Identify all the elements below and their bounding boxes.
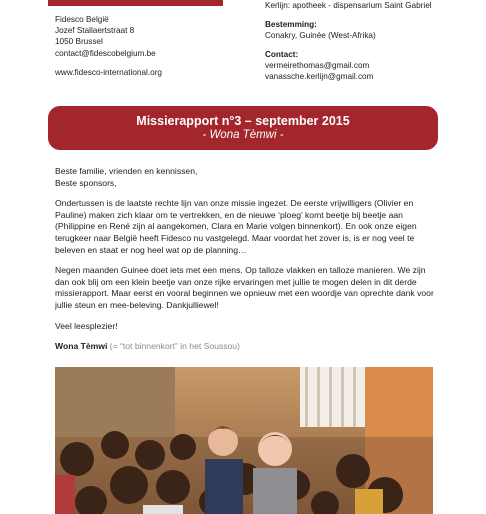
closing-line: Veel leesplezier! bbox=[55, 320, 118, 331]
header-accent-bar bbox=[48, 0, 223, 6]
signature-line bbox=[55, 341, 435, 353]
signature-note: (= “tot binnenkort” in het Soussou) bbox=[109, 341, 240, 352]
contact-email-link[interactable]: contact@fidescobelgium.be bbox=[55, 48, 156, 58]
destination-value: Conakry, Guinée (West-Afrika) bbox=[265, 31, 376, 40]
greeting bbox=[55, 166, 435, 189]
destination-label: Bestemming: bbox=[265, 20, 317, 29]
report-title: Missierapport n°3 – september 2015 bbox=[136, 114, 350, 128]
volunteer-man bbox=[258, 432, 292, 466]
volunteer-woman bbox=[208, 426, 238, 456]
paragraph-1: Ondertussen is de laatste rechte lijn van onze missie ingezet. De eerste vrijwilligers (Olivier en Pauline) maken zich klaar om te vertrekken, en de nieuwe ‘ploeg’ komt beetje bij beetje aan (Philippine en René zijn al aangekomen, Clara en Marie volgen binnenkort). En ook onze eigen terugkeer naar België heeft Fidesco nu vastgelegd. Maar voordat het zover is, is er nog veel te beleven en staat er nog heel wat op de planning… bbox=[55, 198, 417, 255]
kerlijn-value: apotheek - dispensarium Saint Gabriel bbox=[292, 1, 432, 10]
greeting-line-2: Beste sponsors, bbox=[55, 177, 117, 188]
organisation-name: Fidesco België bbox=[55, 15, 109, 24]
contact-email-2[interactable]: vanassche.kerlijn@gmail.com bbox=[265, 72, 374, 81]
contact-email-1[interactable]: vermeirethomas@gmail.com bbox=[265, 61, 370, 70]
report-subtitle: - Wona Tèmwi - bbox=[202, 129, 284, 141]
letter-body bbox=[55, 166, 435, 362]
kerlijn-label: Kerlijn: bbox=[265, 1, 291, 10]
greeting-line-1: Beste familie, vrienden en kennissen, bbox=[55, 166, 198, 176]
website-link[interactable]: www.fidesco-international.org bbox=[55, 67, 162, 77]
group-photo bbox=[55, 367, 433, 514]
group-photo-illustration bbox=[55, 367, 433, 514]
city-address: 1050 Brussel bbox=[55, 37, 103, 47]
mission-details bbox=[265, 0, 432, 82]
kerlijn-line bbox=[265, 0, 432, 11]
sender-address bbox=[55, 14, 162, 78]
street-address: Jozef Stallaertstraat 8 bbox=[55, 26, 135, 36]
signature: Wona Tèmwi bbox=[55, 341, 108, 352]
contact-label: Contact: bbox=[265, 50, 299, 59]
paragraph-2: Negen maanden Guinee doet iets met een mens. Op talloze vlakken en talloze manieren. We zijn dan ook blij om een klein beetje van onze rijke ervaringen met jullie te mogen delen in dit derde missierapport. Maar eerst en vooral beginnen we opnieuw met een woordje van oprechte dank voor jullie steun en mee-beleving. Dankjulliewel! bbox=[55, 265, 434, 310]
report-title-banner bbox=[48, 106, 438, 150]
